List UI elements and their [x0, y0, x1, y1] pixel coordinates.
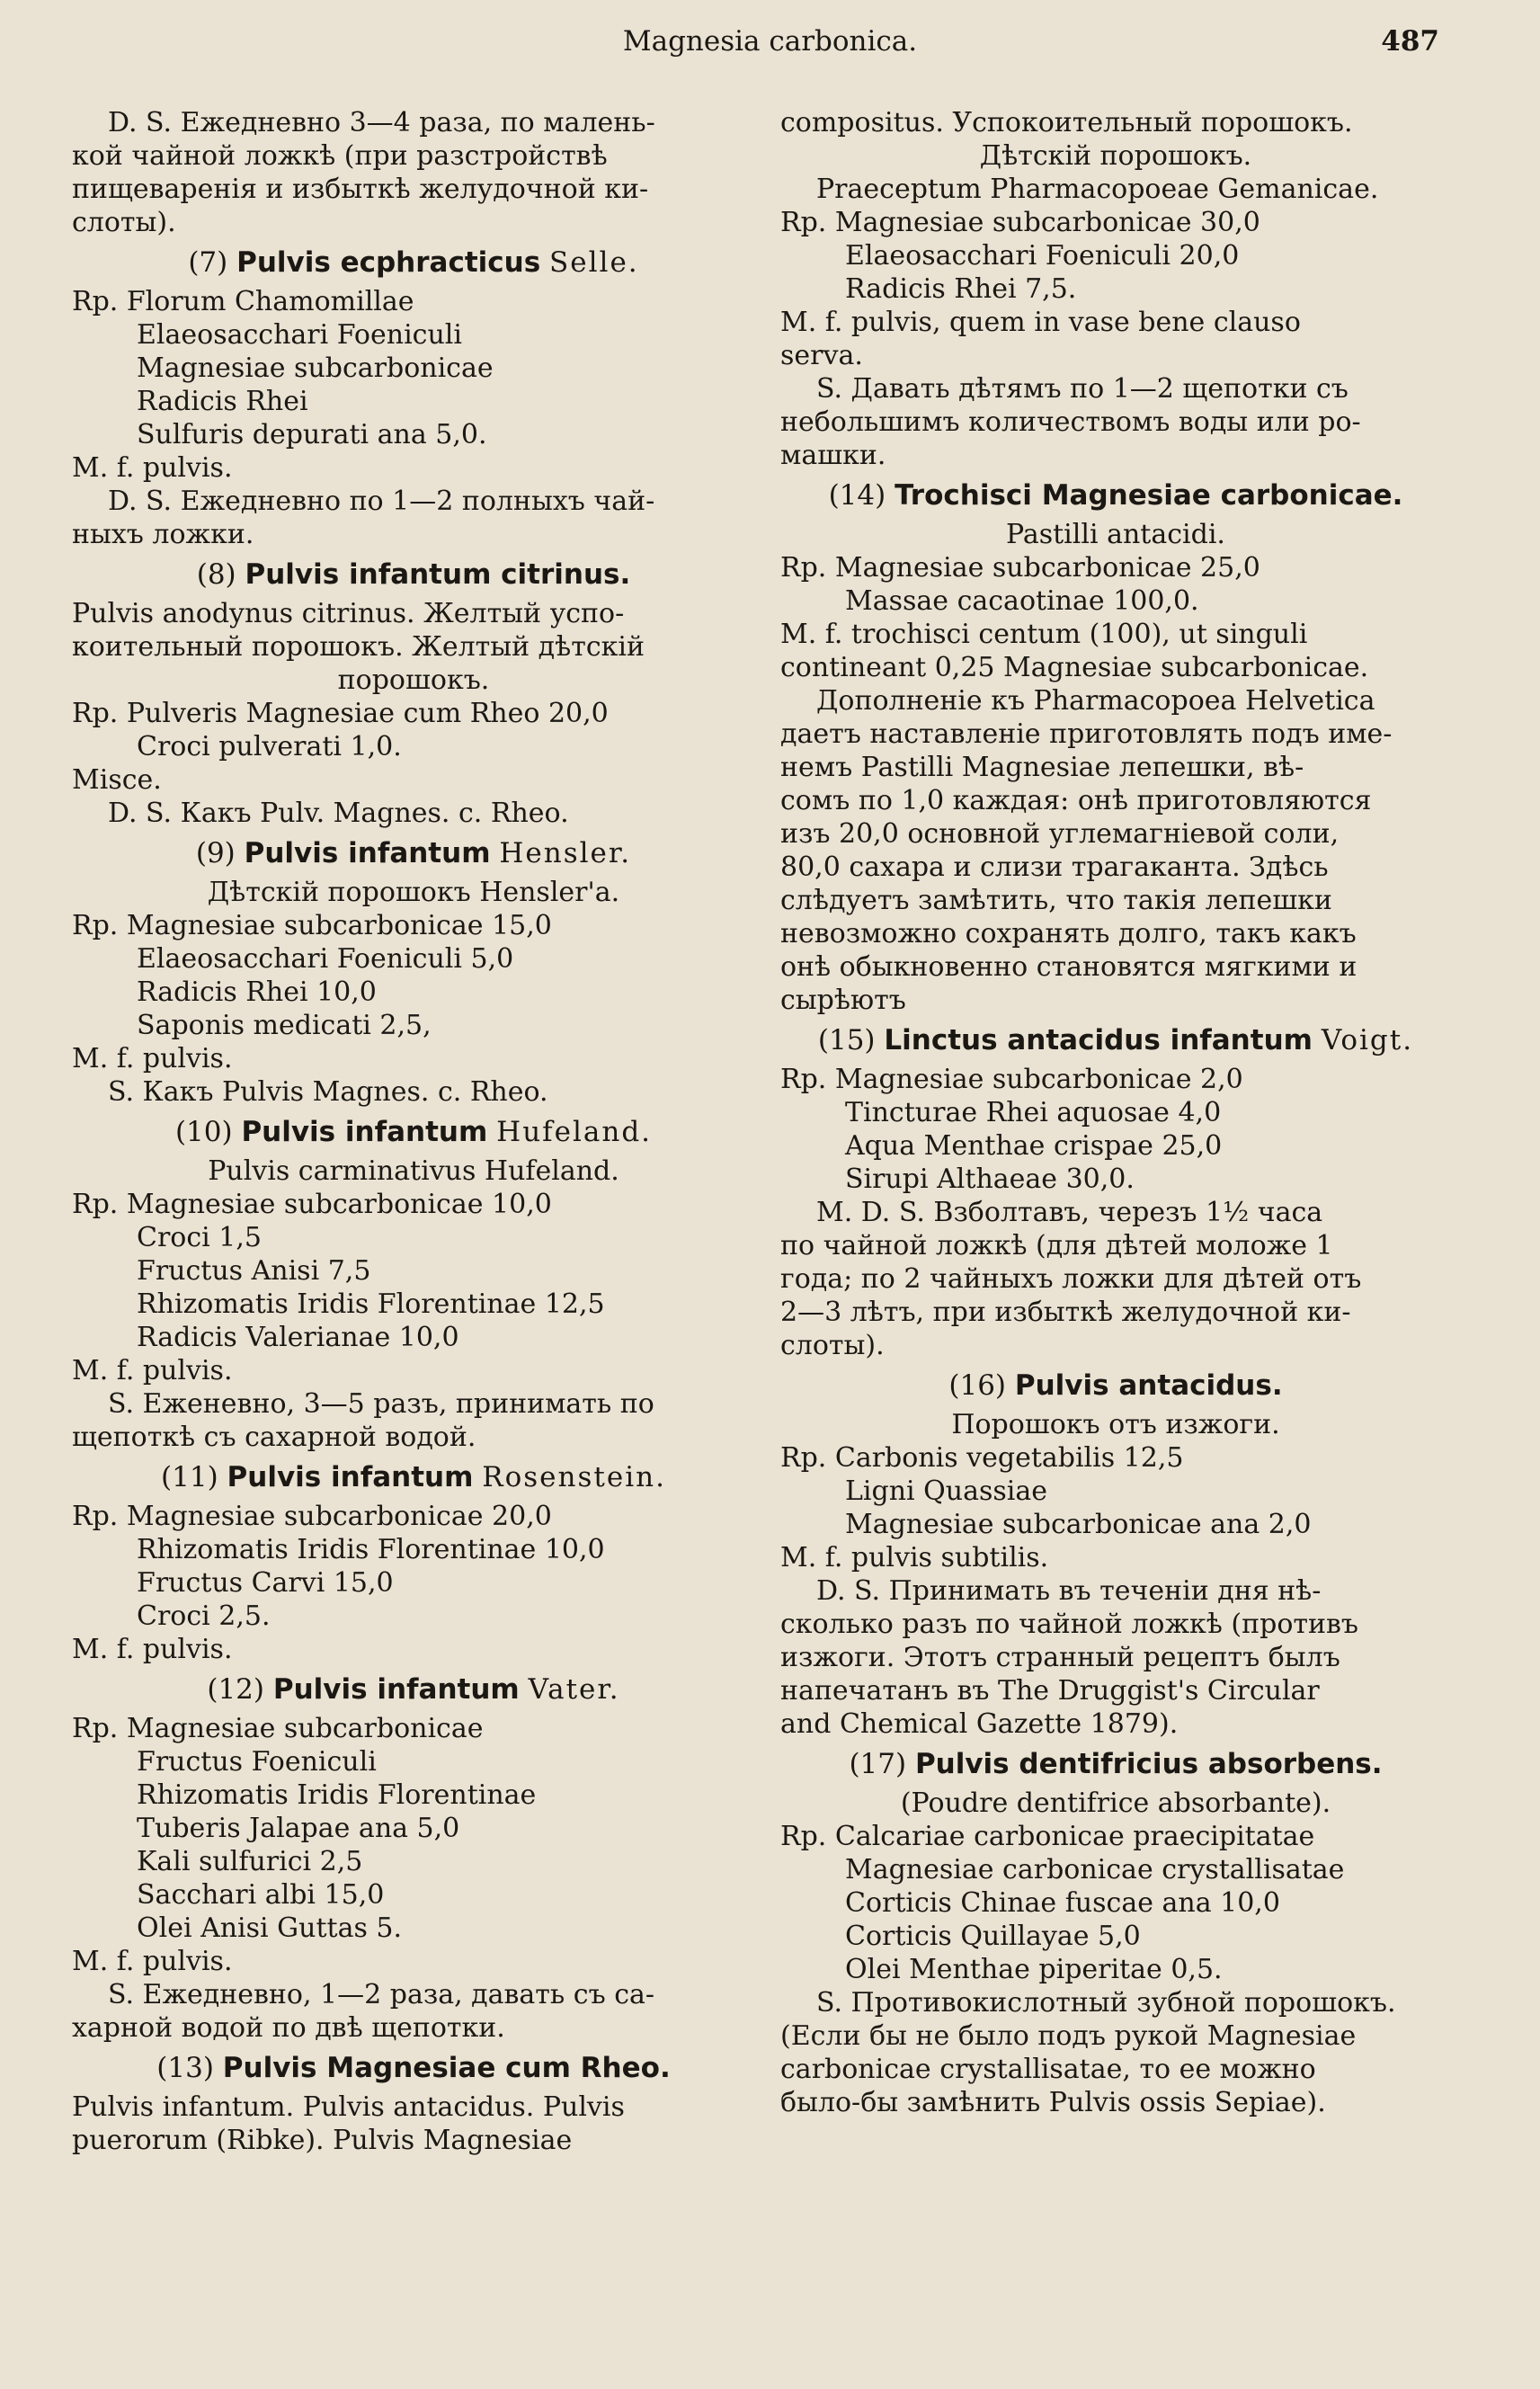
recipe-title: Pulvis infantum — [272, 1673, 520, 1706]
text-line: Rp. Magnesiae subcarbonicae 10,0 — [72, 1189, 552, 1220]
recipe-author: Selle. — [549, 246, 639, 279]
text-line: пищеваренія и избыткѣ желудочной ки- — [72, 174, 649, 205]
text-line: M. f. pulvis. — [72, 1946, 233, 1977]
text-line: Sulfuris depurati ana 5,0. — [137, 419, 487, 450]
text-line: сырѣютъ — [780, 985, 906, 1016]
recipe-title: Pulvis infantum — [241, 1116, 488, 1148]
text-line: Rp. Magnesiae subcarbonicae — [72, 1713, 484, 1744]
recipe-heading — [72, 1116, 755, 1149]
text-line: S. Давать дѣтямъ по 1—2 щепотки съ — [816, 373, 1349, 405]
text-line: коительный порошокъ. Желтый дѣтскій — [72, 631, 645, 663]
text-line: (Poudre dentifrice absorbante). — [900, 1787, 1331, 1819]
running-title: Magnesia carbonica. — [622, 25, 918, 58]
text-line: Pastilli antacidi. — [1006, 519, 1225, 550]
text-line: невозможно сохранять долго, такъ какъ — [780, 918, 1357, 949]
text-line: Дѣтскій порошокъ. — [979, 140, 1252, 172]
text-line: харной водой по двѣ щепотки. — [72, 2012, 505, 2044]
text-line: Rp. Carbonis vegetabilis 12,5 — [780, 1442, 1184, 1474]
text-line: Radicis Rhei 10,0 — [137, 976, 377, 1008]
text-line: Tincturae Rhei aquosae 4,0 — [845, 1097, 1222, 1128]
text-line: M. D. S. Взболтавъ, черезъ 1½ часа — [816, 1197, 1323, 1228]
text-line: Pulvis infantum. Pulvis antacidus. Pulvis — [72, 2091, 625, 2123]
recipe-author: Rosenstein. — [482, 1461, 666, 1493]
text-line: Misce. — [72, 764, 162, 796]
recipe-number: (8) — [196, 558, 236, 591]
text-line: Praeceptum Pharmacopoeae Gemanicae. — [816, 174, 1379, 205]
recipe-heading — [780, 1748, 1451, 1781]
text-line: сомъ по 1,0 каждая: онѣ приготовляются — [780, 785, 1372, 816]
text-line: небольшимъ количествомъ воды или ро- — [780, 406, 1361, 438]
text-line: Fructus Foeniculi — [137, 1746, 377, 1778]
text-line: Rp. Magnesiae subcarbonicae 2,0 — [780, 1064, 1243, 1095]
recipe-number: (17) — [849, 1748, 907, 1780]
recipe-number: (13) — [156, 2052, 214, 2084]
recipe-heading — [780, 1369, 1451, 1403]
text-line: Rp. Magnesiae subcarbonicae 25,0 — [780, 552, 1260, 584]
text-line: Massae cacaotinae 100,0. — [845, 585, 1199, 617]
text-line: Croci 1,5 — [137, 1222, 262, 1253]
recipe-number: (10) — [174, 1116, 233, 1148]
text-line: немъ Pastilli Magnesiae лепешки, вѣ- — [780, 752, 1304, 783]
recipe-number: (14) — [828, 479, 886, 512]
text-line: Pulvis anodynus citrinus. Желтый успо- — [72, 598, 625, 629]
text-line: D. S. Ежедневно 3—4 раза, по малень- — [108, 107, 655, 138]
text-line: Fructus Anisi 7,5 — [137, 1255, 371, 1287]
text-line: Rhizomatis Iridis Florentinae 10,0 — [137, 1534, 605, 1565]
text-line: Elaeosacchari Foeniculi 20,0 — [845, 240, 1240, 272]
text-line: Saponis medicati 2,5, — [137, 1010, 432, 1041]
recipe-title: Trochisci Magnesiae carbonicae. — [895, 479, 1403, 512]
text-line: даетъ наставленіе приготовлять подъ име- — [780, 718, 1393, 750]
text-line: D. S. Какъ Pulv. Magnes. c. Rheo. — [108, 798, 569, 829]
text-line: изъ 20,0 основной углемагніевой соли, — [780, 818, 1340, 850]
recipe-number: (15) — [817, 1024, 876, 1056]
text-line: M. f. pulvis, quem in vase bene clauso — [780, 307, 1301, 338]
recipe-heading — [72, 246, 755, 280]
text-line: порошокъ. — [337, 664, 490, 696]
text-line: Kali sulfurici 2,5 — [137, 1846, 363, 1877]
text-line: Croci pulverati 1,0. — [137, 731, 402, 762]
text-line: Rhizomatis Iridis Florentinae — [137, 1779, 537, 1811]
text-line: Порошокъ отъ изжоги. — [951, 1409, 1280, 1440]
text-line: Rp. Magnesiae subcarbonicae 20,0 — [72, 1501, 552, 1532]
recipe-heading — [780, 1024, 1451, 1057]
recipe-title: Pulvis infantum — [244, 837, 491, 869]
text-line: года; по 2 чайныхъ ложки для дѣтей отъ — [780, 1263, 1362, 1295]
text-line: слоты). — [72, 207, 176, 238]
recipe-title: Pulvis dentifricius absorbens. — [914, 1748, 1383, 1780]
text-line: Elaeosacchari Foeniculi 5,0 — [137, 943, 514, 975]
text-line: ныхъ ложки. — [72, 519, 254, 550]
text-line: изжоги. Этотъ странный рецептъ былъ — [780, 1642, 1340, 1673]
text-line: S. Еженевно, 3—5 разъ, принимать по — [108, 1388, 654, 1420]
text-line: Дѣтскій порошокъ Hensler'а. — [207, 877, 620, 908]
text-line: serva. — [780, 340, 863, 371]
right-column — [780, 106, 1451, 2119]
left-column — [72, 106, 755, 2157]
text-line: Croci 2,5. — [137, 1600, 271, 1632]
text-line: M. f. pulvis. — [72, 1634, 233, 1665]
text-line: and Chemical Gazette 1879). — [780, 1708, 1179, 1740]
text-line: D. S. Принимать въ теченіи дня нѣ- — [816, 1575, 1322, 1607]
text-line: кой чайной ложкѣ (при разстройствѣ — [72, 140, 608, 172]
text-line: Olei Menthae piperitae 0,5. — [845, 1954, 1223, 1985]
text-line: M. f. pulvis subtilis. — [780, 1542, 1049, 1573]
recipe-heading — [72, 2052, 755, 2085]
text-line: Radicis Rhei 7,5. — [845, 273, 1077, 305]
recipe-heading — [72, 558, 755, 592]
recipe-author: Hufeland. — [496, 1116, 653, 1148]
page-number: 487 — [1381, 25, 1439, 58]
text-line: Rhizomatis Iridis Florentinae 12,5 — [137, 1288, 605, 1320]
text-line: Ligni Quassiae — [845, 1475, 1047, 1507]
text-line: S. Какъ Pulvis Magnes. c. Rheo. — [108, 1076, 548, 1108]
text-line: Rp. Florum Chamomillae — [72, 286, 414, 317]
recipe-author: Voigt. — [1321, 1024, 1414, 1056]
text-line: было-бы замѣнить Pulvis ossis Sepiae). — [780, 2087, 1326, 2118]
recipe-title: Linctus antacidus infantum — [884, 1024, 1313, 1056]
recipe-author: Vater. — [528, 1673, 620, 1706]
text-line: машки. — [780, 440, 886, 471]
text-line: Pulvis carminativus Hufeland. — [208, 1155, 619, 1187]
text-line: Elaeosacchari Foeniculi — [137, 319, 462, 351]
text-line: S. Ежедневно, 1—2 раза, давать съ са- — [108, 1979, 655, 2010]
text-line: напечатанъ въ The Druggist's Circular — [780, 1675, 1320, 1707]
text-line: Rp. Magnesiae subcarbonicae 30,0 — [780, 207, 1260, 238]
text-line: carbonicae crystallisatae, то ее можно — [780, 2054, 1316, 2085]
text-line: M. f. pulvis. — [72, 452, 233, 484]
text-line: Corticis Quillayae 5,0 — [845, 1921, 1141, 1952]
recipe-number: (9) — [195, 837, 236, 869]
text-line: Radicis Rhei — [137, 386, 308, 417]
text-line: Sacchari albi 15,0 — [137, 1879, 385, 1911]
text-line: M. f. pulvis. — [72, 1043, 233, 1074]
recipe-number: (16) — [948, 1369, 1007, 1402]
text-line: Fructus Carvi 15,0 — [137, 1567, 394, 1599]
text-line: щепоткѣ съ сахарной водой. — [72, 1422, 476, 1453]
text-line: compositus. Успокоительный порошокъ. — [780, 107, 1353, 138]
text-line: Magnesiae subcarbonicae — [137, 352, 494, 384]
recipe-heading — [780, 479, 1451, 513]
text-line: Tuberis Jalapae ana 5,0 — [137, 1813, 460, 1844]
text-line: Olei Anisi Guttas 5. — [137, 1912, 403, 1944]
text-line: Rp. Pulveris Magnesiae cum Rheo 20,0 — [72, 698, 609, 729]
text-line: Radicis Valerianae 10,0 — [137, 1322, 459, 1353]
text-line: M. f. pulvis. — [72, 1355, 233, 1386]
recipe-number: (7) — [188, 246, 228, 279]
text-line: 80,0 сахара и слизи трагаканта. Здѣсь — [780, 851, 1329, 883]
recipe-title: Pulvis Magnesiae cum Rheo. — [222, 2052, 671, 2084]
text-line: puerorum (Ribke). Pulvis Magnesiae — [72, 2125, 573, 2156]
recipe-heading — [72, 837, 755, 870]
text-line: сколько разъ по чайной ложкѣ (противъ — [780, 1609, 1358, 1640]
text-line: Дополненіе къ Pharmacopoea Helvetica — [816, 685, 1375, 717]
recipe-author: Hensler. — [499, 837, 632, 869]
recipe-title: Pulvis infantum — [227, 1461, 474, 1493]
text-line: Rp. Magnesiae subcarbonicae 15,0 — [72, 910, 552, 941]
recipe-number: (11) — [161, 1461, 218, 1493]
recipe-heading — [72, 1461, 755, 1494]
recipe-heading — [72, 1673, 755, 1707]
text-line: S. Противокислотный зубной порошокъ. — [816, 1987, 1396, 2019]
text-line: Sirupi Althaeae 30,0. — [845, 1163, 1135, 1195]
recipe-title: Pulvis ecphracticus — [236, 246, 541, 279]
text-line: contineant 0,25 Magnesiae subcarbonicae. — [780, 652, 1369, 683]
text-line: Magnesiae subcarbonicae ana 2,0 — [845, 1509, 1312, 1540]
text-line: Rp. Calcariae carbonicae praecipitatae — [780, 1821, 1315, 1852]
recipe-title: Pulvis antacidus. — [1014, 1369, 1283, 1402]
text-line: 2—3 лѣтъ, при избыткѣ желудочной ки- — [780, 1297, 1351, 1328]
recipe-number: (12) — [207, 1673, 264, 1706]
text-line: M. f. trochisci centum (100), ut singuli — [780, 619, 1308, 650]
text-line: слѣдуетъ замѣтить, что такія лепешки — [780, 885, 1332, 916]
text-line: Aqua Menthae crispae 25,0 — [845, 1130, 1223, 1162]
recipe-title: Pulvis infantum citrinus. — [245, 558, 631, 591]
text-line: D. S. Ежедневно по 1—2 полныхъ чай- — [108, 486, 655, 517]
text-line: по чайной ложкѣ (для дѣтей моложе 1 — [780, 1230, 1333, 1261]
text-line: слоты). — [780, 1330, 885, 1361]
text-line: (Если бы не было подъ рукой Magnesiae — [780, 2020, 1357, 2052]
text-line: онѣ обыкновенно становятся мягкими и — [780, 951, 1358, 983]
text-line: Corticis Chinae fuscae ana 10,0 — [845, 1887, 1280, 1919]
text-line: Magnesiae carbonicae crystallisatae — [845, 1854, 1345, 1885]
